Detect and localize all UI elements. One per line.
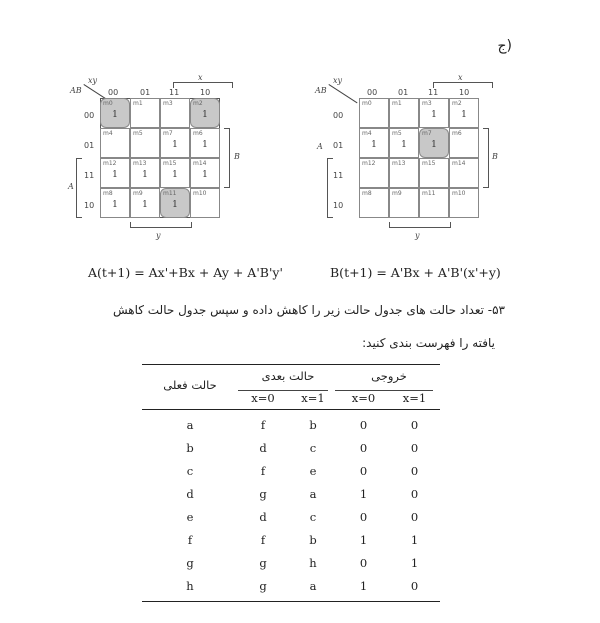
kmap-a-y-bracket xyxy=(130,222,192,228)
kmap-a-col-vars: xy xyxy=(88,76,98,85)
kmap-a-cell: m7 1 xyxy=(160,128,190,158)
kmap-a-x-label: x xyxy=(198,73,203,82)
kmap-b-y-label: y xyxy=(415,231,420,240)
kmap-b-cell: m8 xyxy=(359,188,389,218)
kmap-b-cell: m2 1 xyxy=(449,98,479,128)
header-present-state: حالت فعلی xyxy=(163,378,217,392)
kmap-a-row-header: 10 xyxy=(84,201,95,210)
kmap-b-cell: m7 1 xyxy=(419,128,449,158)
kmap-a-cell: m1 xyxy=(130,98,160,128)
kmap-b-cell: m1 xyxy=(389,98,419,128)
kmap-b-cell: m10 xyxy=(449,188,479,218)
kmap-b-y-bracket xyxy=(389,222,451,228)
kmap-b xyxy=(315,73,498,246)
kmap-b-cell: m5 1 xyxy=(389,128,419,158)
table-row: b d c 0 0 xyxy=(186,440,419,455)
kmap-a-row-header: 01 xyxy=(84,141,95,150)
kmap-a-cell: m14 1 xyxy=(190,158,220,188)
subheader-output-x0: x=0 xyxy=(351,391,376,405)
kmap-a-cell: m5 xyxy=(130,128,160,158)
kmap-a-y-label: y xyxy=(156,231,161,240)
kmap-a-cell: m15 1 xyxy=(160,158,190,188)
kmap-b-cell: m14 xyxy=(449,158,479,188)
equation-a: A(t+1) = Ax'+Bx + Ay + A'B'y' xyxy=(88,265,283,280)
kmap-b-row-header: 10 xyxy=(333,201,344,210)
state-table xyxy=(142,363,440,597)
kmap-b-col-header: 00 xyxy=(367,88,378,97)
kmap-b-a-bracket xyxy=(327,158,333,218)
kmap-a-cell: m0 1 xyxy=(100,98,130,128)
kmap-a-cell: m11 1 xyxy=(160,188,190,218)
table-row: a f b 0 0 xyxy=(186,417,419,432)
kmap-a-row-vars: AB xyxy=(70,86,82,95)
subheader-output-x1: x=1 xyxy=(402,391,427,405)
kmap-a-cell: m8 1 xyxy=(100,188,130,218)
table-row: e d c 0 0 xyxy=(186,509,419,524)
kmap-a-row-header: 11 xyxy=(84,171,95,180)
kmap-a-a-bracket xyxy=(76,158,82,218)
equation-b: B(t+1) = A'Bx + A'B'(x'+y) xyxy=(330,265,501,280)
kmap-b-row-header: 01 xyxy=(333,141,344,150)
kmap-b-col-vars: xy xyxy=(333,76,343,85)
kmap-b-b-label: B xyxy=(492,152,498,161)
subheader-next-x1: x=1 xyxy=(301,391,325,405)
kmap-a-cell: m9 1 xyxy=(130,188,160,218)
kmap-a-b-label: B xyxy=(234,152,240,161)
kmap-b-cell: m12 xyxy=(359,158,389,188)
table-row: h g a 1 0 xyxy=(186,578,419,593)
kmap-a xyxy=(68,73,250,246)
kmap-b-cell: m3 1 xyxy=(419,98,449,128)
kmap-b-b-bracket xyxy=(483,128,489,188)
problem-text-line2: یافته را فهرست بندی کنید: xyxy=(362,336,495,350)
kmap-b-cell: m9 xyxy=(389,188,419,218)
kmap-b-cell: m13 xyxy=(389,158,419,188)
kmap-a-col-header: 00 xyxy=(108,88,119,97)
subheader-next-x0: x=0 xyxy=(251,391,275,405)
kmap-b-cell: m4 1 xyxy=(359,128,389,158)
kmap-a-cell: m10 xyxy=(190,188,220,218)
problem-text-line1: ۵۳- تعداد حالت های جدول حالت زیر را کاهش داده و سپس جدول حالت کاهش xyxy=(112,303,505,317)
table-row: g g h 0 1 xyxy=(186,555,419,570)
table-row: f f b 1 1 xyxy=(187,532,419,547)
kmap-a-col-header: 10 xyxy=(200,88,211,97)
kmap-b-row-header: 11 xyxy=(333,171,344,180)
kmap-a-col-header: 11 xyxy=(169,88,180,97)
kmap-b-cell: m15 xyxy=(419,158,449,188)
kmap-b-x-label: x xyxy=(458,73,463,82)
kmap-a-col-header: 01 xyxy=(140,88,151,97)
kmap-a-cell: m12 1 xyxy=(100,158,130,188)
kmap-a-b-bracket xyxy=(224,128,230,188)
kmap-a-cell: m2 1 xyxy=(190,98,220,128)
kmap-b-col-header: 10 xyxy=(459,88,470,97)
table-row: d g a 1 0 xyxy=(186,486,419,501)
kmap-b-col-header: 11 xyxy=(428,88,439,97)
header-next-state: حالت بعدی xyxy=(261,369,315,383)
part-label: ج) xyxy=(497,38,512,54)
kmap-a-cell: m13 1 xyxy=(130,158,160,188)
kmap-b-a-label: A xyxy=(317,142,323,151)
kmap-a-cell: m4 xyxy=(100,128,130,158)
table-row: c f e 0 0 xyxy=(186,463,419,478)
kmap-b-cell: m6 xyxy=(449,128,479,158)
kmap-a-a-label: A xyxy=(68,182,74,191)
kmap-b-row-header: 00 xyxy=(333,111,344,120)
table-bottom-rule xyxy=(142,601,440,602)
kmap-b-cell: m11 xyxy=(419,188,449,218)
header-output: خروجی xyxy=(371,369,407,383)
kmap-b-col-header: 01 xyxy=(398,88,409,97)
kmap-a-cell: m6 1 xyxy=(190,128,220,158)
kmap-b-cell: m0 xyxy=(359,98,389,128)
kmap-a-row-header: 00 xyxy=(84,111,95,120)
kmap-a-cell: m3 xyxy=(160,98,190,128)
kmap-b-row-vars: AB xyxy=(315,86,327,95)
